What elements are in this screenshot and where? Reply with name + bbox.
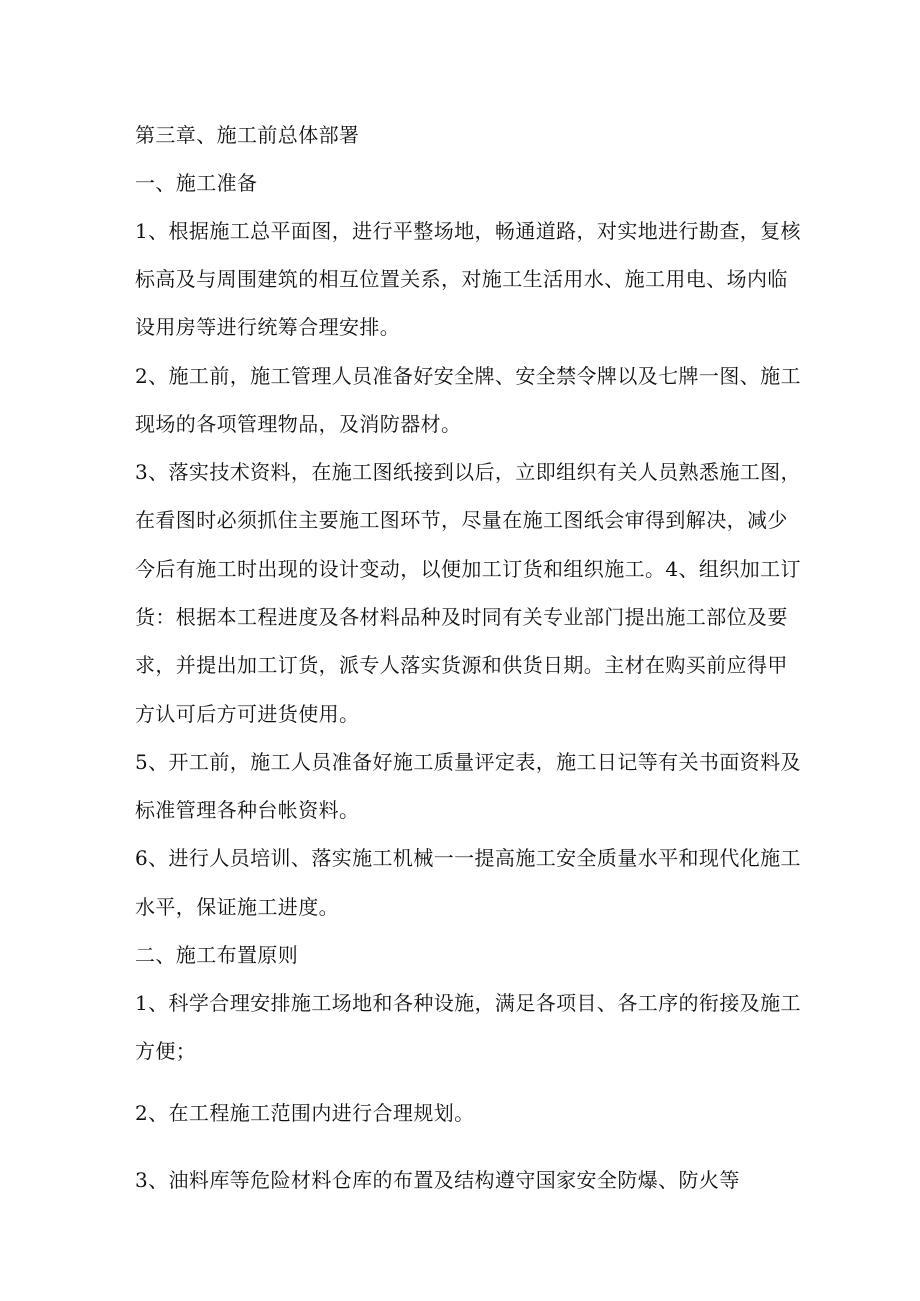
paragraph-line: 方便； (135, 1039, 197, 1063)
section-heading: 一、施工准备 (135, 171, 258, 195)
paragraph-line: 标准管理各种台帐资料。 (135, 798, 360, 822)
paragraph-line: 6、进行人员培训、落实施工机械一一提高施工安全质量水平和现代化施工 (135, 846, 801, 870)
section-heading: 二、施工布置原则 (135, 943, 299, 967)
paragraph-line: 1、根据施工总平面图，进行平整场地，畅通道路，对实地进行勘查，复核 (135, 219, 801, 243)
paragraph-line: 5、开工前，施工人员准备好施工质量评定表，施工日记等有关书面资料及 (135, 750, 801, 774)
paragraph-line: 在看图时必须抓住主要施工图环节，尽量在施工图纸会审得到解决，减少 (135, 508, 788, 532)
paragraph-line: 水平，保证施工进度。 (135, 895, 339, 919)
paragraph-line: 求，并提出加工订货，派专人落实货源和供货日期。主材在购买前应得甲 (135, 653, 788, 677)
paragraph-line: 3、油料库等危险材料仓库的布置及结构遵守国家安全防爆、防火等 (135, 1168, 740, 1192)
paragraph-line: 3、落实技术资料，在施工图纸接到以后，立即组织有关人员熟悉施工图， (135, 460, 801, 484)
paragraph-line: 方认可后方可进货使用。 (135, 702, 360, 726)
paragraph-line: 2、施工前，施工管理人员准备好安全牌、安全禁令牌以及七牌一图、施工 (135, 364, 801, 388)
paragraph-line: 1、科学合理安排施工场地和各种设施，满足各项目、各工序的衔接及施工 (135, 991, 801, 1015)
paragraph-line: 设用房等进行统筹合理安排。 (135, 315, 401, 339)
paragraph-line: 今后有施工时出现的设计变动，以便加工订货和组织施工。4、组织加工订 (135, 557, 801, 581)
chapter-title: 第三章、施工前总体部署 (135, 123, 360, 147)
paragraph-line: 2、在工程施工范围内进行合理规划。 (135, 1101, 475, 1125)
paragraph-line: 现场的各项管理物品，及消防器材。 (135, 412, 462, 436)
paragraph-line: 标高及与周围建筑的相互位置关系，对施工生活用水、施工用电、场内临 (135, 267, 788, 291)
paragraph-line: 货：根据本工程进度及各材料品种及时同有关专业部门提出施工部位及要 (135, 605, 788, 629)
